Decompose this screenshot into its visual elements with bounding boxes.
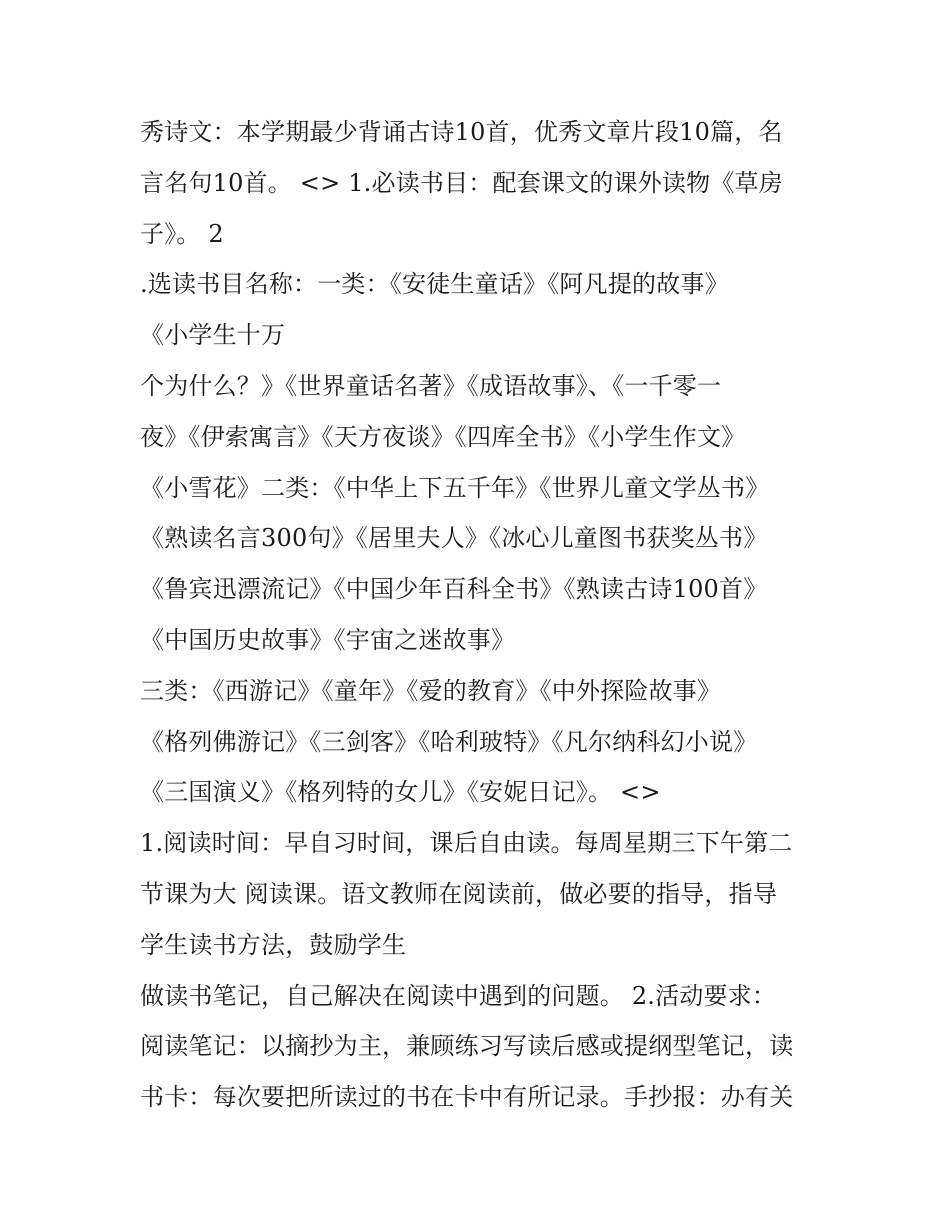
text-line: 秀诗文：本学期最少背诵古诗10首，优秀文章片段10篇，名 [140,118,783,146]
text-line: 《小雪花》二类：《中华上下五千年》《世界儿童文学丛书》 [140,473,770,502]
text-line: 三类：《西游记》《童年》《爱的教育》《中外探险故事》 [140,676,722,705]
text-line: 言名句10首。 <> 1.必读书目：配套课文的课外读物《草房 [140,168,783,197]
text-line: 夜》《伊索寓言》《天方夜谈》《四库全书》《小学生作文》 [140,422,746,451]
text-line: 《格列佛游记》《三剑客》《哈利玻特》《凡尔纳科幻小说》 [140,727,758,756]
text-line: .选读书目名称：一类：《安徒生童话》《阿凡提的故事》 [140,270,729,299]
text-line: 《小学生十万 [140,321,286,350]
text-line: 节课为大 阅读课。语文教师在阅读前，做必要的指导，指导 [140,879,778,908]
text-line: 做读书笔记，自己解决在阅读中遇到的问题。 2.活动要求： [140,981,777,1010]
text-line: 个为什么？》《世界童话名著》《成语故事》、《一千零一 [140,371,722,400]
text-line: 学生读书方法，鼓励学生 [140,930,407,959]
text-line: 1.阅读时间：早自习时间，课后自由读。每周星期三下午第二 [140,829,793,858]
text-line: 子》。 2 [140,219,224,248]
text-line: 书卡：每次要把所读过的书在卡中有所记录。手抄报：办有关 [140,1083,794,1112]
text-line: 阅读笔记：以摘抄为主，兼顾练习写读后感或提纲型笔记，读 [140,1032,794,1061]
text-line: 《中国历史故事》《宇宙之迷故事》 [140,625,516,654]
text-line: 《熟读名言300句》《居里夫人》《冰心儿童图书获奖丛书》 [140,524,768,553]
text-line: 《鲁宾迅漂流记》《中国少年百科全书》《熟读古诗100首》 [140,575,768,604]
body-text [140,107,830,1123]
text-line: 《三国演义》《格列特的女儿》《安妮日记》。 <> [140,778,661,807]
